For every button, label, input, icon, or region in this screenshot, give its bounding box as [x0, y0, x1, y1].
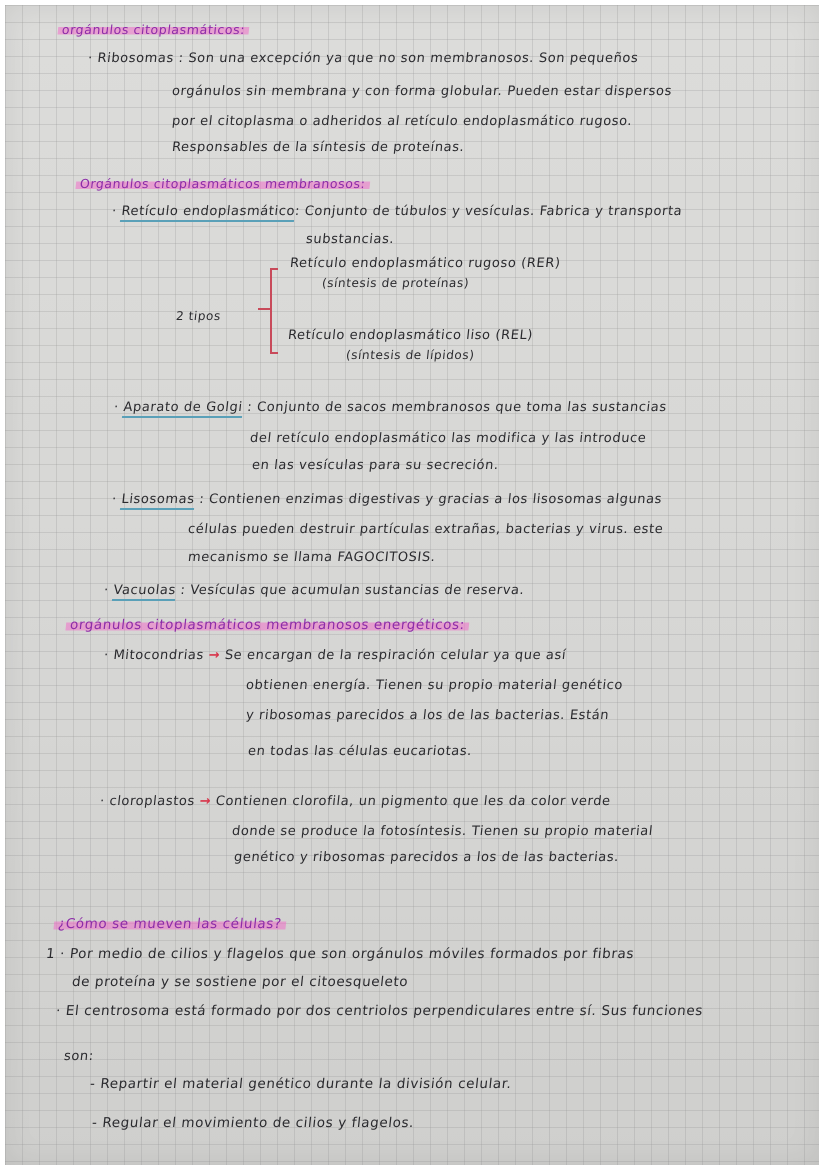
- golgi-line-1: · Aparato de Golgi : Conjunto de sacos membranosos que toma las sustancias: [113, 400, 667, 415]
- arrow-icon: →: [198, 794, 212, 809]
- reticulo-line-1: · Retículo endoplasmático: Conjunto de túbulos y vesículas. Fabrica y transporta: [111, 204, 683, 219]
- ribosomas-line-4: Responsables de la síntesis de proteínas.: [171, 140, 466, 155]
- bracket-decoration: [270, 268, 278, 354]
- point1-line-2: de proteína y se sostiene por el citoesqueleto: [71, 974, 410, 990]
- section-title-energeticos: orgánulos citoplasmáticos membranosos energéticos:: [65, 617, 469, 633]
- section-title-organulos-citoplasmaticos: orgánulos citoplasmáticos:: [57, 22, 250, 37]
- cloroplastos-line-1: · cloroplastos → Contienen clorofila, un pigmento que les da color verde: [99, 794, 612, 809]
- term-cloroplastos: cloroplastos: [108, 794, 196, 809]
- centrosoma-line-2: son:: [63, 1049, 95, 1064]
- mitocondrias-line-2: obtienen energía. Tienen su propio material genético: [245, 678, 624, 693]
- centrosoma-function-1: - Repartir el material genético durante la división celular.: [89, 1076, 513, 1092]
- term-lisosomas: Lisosomas: [120, 492, 195, 510]
- term-mitocondrias: Mitocondrias: [112, 648, 205, 663]
- rer-name: Retículo endoplasmático rugoso (RER): [289, 256, 562, 271]
- ribosomas-line-2: orgánulos sin membrana y con forma globular. Pueden estar dispersos: [171, 84, 673, 99]
- vacuolas-line-1: · Vacuolas : Vesículas que acumulan sustancias de reserva.: [103, 583, 525, 598]
- rer-note: (síntesis de proteínas): [321, 276, 470, 290]
- cloroplastos-line-3: genético y ribosomas parecidos a los de las bacterias.: [233, 850, 620, 865]
- point1-line-1: 1 · Por medio de cilios y flagelos que son orgánulos móviles formados por fibras: [45, 946, 635, 962]
- golgi-line-2: del retículo endoplasmático las modifica y las introduce: [249, 431, 648, 446]
- rel-name: Retículo endoplasmático liso (REL): [287, 328, 534, 343]
- centrosoma-function-2: - Regular el movimiento de cilios y flagelos.: [91, 1115, 415, 1131]
- tipos-label: 2 tipos: [175, 309, 222, 323]
- lisosomas-line-3: mecanismo se llama FAGOCITOSIS.: [187, 550, 437, 565]
- arrow-icon: →: [207, 648, 221, 663]
- mitocondrias-line-3: y ribosomas parecidos a los de las bacterias. Están: [245, 708, 610, 723]
- reticulo-line-2: substancias.: [305, 232, 395, 247]
- cloroplastos-line-2: donde se produce la fotosíntesis. Tienen su propio material: [231, 824, 654, 839]
- term-aparato-de-golgi: Aparato de Golgi: [122, 400, 243, 418]
- mitocondrias-line-1: · Mitocondrias → Se encargan de la respiración celular ya que así: [103, 648, 567, 663]
- lisosomas-line-1: · Lisosomas : Contienen enzimas digestivas y gracias a los lisosomas algunas: [111, 492, 663, 507]
- bracket-tick-decoration: [258, 308, 272, 310]
- term-ribosomas: Ribosomas: [96, 51, 175, 66]
- term-reticulo-endoplasmatico: Retículo endoplasmático: [120, 204, 295, 222]
- mitocondrias-line-4: en todas las células eucariotas.: [247, 744, 473, 759]
- rel-note: (síntesis de lípidos): [345, 348, 476, 362]
- ribosomas-line-1: · Ribosomas : Son una excepción ya que no son membranosos. Son pequeños: [87, 51, 640, 66]
- golgi-line-3: en las vesículas para su secreción.: [251, 458, 500, 473]
- section-title-organulos-membranosos: Orgánulos citoplasmáticos membranosos:: [75, 176, 370, 191]
- lisosomas-line-2: células pueden destruir partículas extrañas, bacterias y virus. este: [187, 522, 665, 537]
- centrosoma-line-1: · El centrosoma está formado por dos centriolos perpendiculares entre sí. Sus funciones: [55, 1003, 704, 1019]
- ribosomas-line-3: por el citoplasma o adheridos al retículo endoplasmático rugoso.: [171, 114, 634, 129]
- section-title-como-se-mueven: ¿Cómo se mueven las células?: [53, 916, 286, 932]
- term-vacuolas: Vacuolas: [112, 583, 176, 601]
